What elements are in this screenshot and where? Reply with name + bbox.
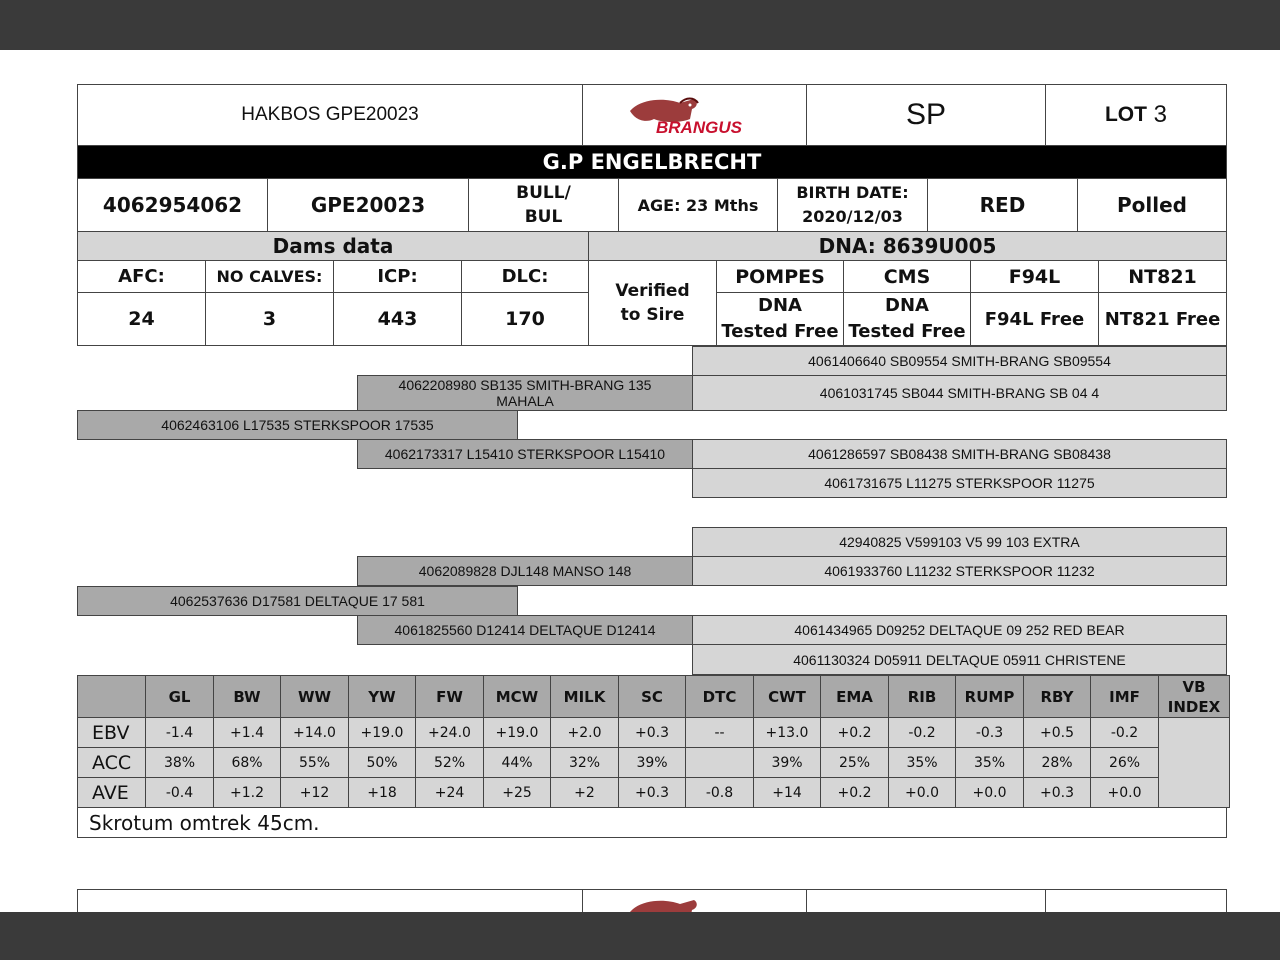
pedigree-dss: 42940825 V599103 V5 99 103 EXTRA — [692, 527, 1227, 557]
ebv-col-ww: WW — [281, 676, 349, 718]
ebv-col-sc: SC — [619, 676, 686, 718]
sex-line1: BULL/ — [516, 183, 571, 203]
ebv-cell: 28% — [1024, 748, 1091, 778]
ebv-header-corner — [78, 676, 146, 718]
viewer-bottom-bar — [0, 912, 1280, 960]
pedigree-dds: 4061434965 D09252 DELTAQUE 09 252 RED BEAR — [692, 615, 1227, 645]
ebv-cell: 50% — [349, 748, 416, 778]
dna-test-f94l-result: F94L Free — [970, 292, 1099, 346]
dna-test-f94l-name: F94L — [970, 260, 1099, 293]
ebv-cell: 25% — [821, 748, 889, 778]
dna-verified-cell — [588, 260, 717, 346]
ebv-cell: +13.0 — [754, 718, 821, 748]
dna-title: DNA: 8639U005 — [818, 234, 997, 258]
ebv-cell: +25 — [484, 778, 551, 808]
ebv-col-bw: BW — [214, 676, 281, 718]
pedigree-sdd: 4061731675 L11275 STERKSPOOR 11275 — [692, 468, 1227, 498]
ebv-cell: +0.0 — [889, 778, 956, 808]
brangus-logo-text: BRANGUS — [655, 118, 742, 137]
ebv-row-label: EBV — [78, 718, 146, 748]
dna-verified: Verified to Sire — [615, 281, 690, 325]
ebv-cell: 35% — [956, 748, 1024, 778]
birth-date: 2020/12/03 — [802, 207, 903, 226]
dna-test-cms-result: DNA Tested Free — [843, 292, 971, 346]
ebv-col-cwt: CWT — [754, 676, 821, 718]
ebv-cell: 39% — [754, 748, 821, 778]
ebv-col-imf: IMF — [1091, 676, 1159, 718]
viewer-top-bar — [0, 0, 1280, 50]
ebv-row-ebv — [78, 718, 1230, 748]
next-brangus-logo-icon — [620, 894, 770, 912]
ebv-cell: -1.4 — [146, 718, 214, 748]
dams-header-icp: ICP: — [333, 260, 462, 293]
sex-cell — [468, 178, 619, 232]
color-cell — [927, 178, 1078, 232]
ebv-cell: +14 — [754, 778, 821, 808]
ebv-cell: +1.4 — [214, 718, 281, 748]
dams-header-afc: AFC: — [77, 260, 206, 293]
note-text: Skrotum omtrek 45cm. — [89, 810, 320, 835]
ebv-cell: +24 — [416, 778, 484, 808]
dams-value-calves: 3 — [205, 292, 334, 346]
animal-name: HAKBOS GPE20023 — [241, 104, 419, 125]
pedigree-sire-dam: 4062173317 L15410 STERKSPOOR L15410 — [357, 439, 693, 469]
ebv-col-milk: MILK — [551, 676, 619, 718]
ebv-cell: +0.2 — [821, 778, 889, 808]
dna-test-nt821-result: NT821 Free — [1098, 292, 1227, 346]
ebv-cell: +19.0 — [484, 718, 551, 748]
animal-id-cell — [77, 178, 268, 232]
ebv-row-ave — [78, 778, 1230, 808]
ebv-col-mcw: MCW — [484, 676, 551, 718]
ebv-col-fw: FW — [416, 676, 484, 718]
ebv-row-label: ACC — [78, 748, 146, 778]
dams-header-calves: NO CALVES: — [205, 260, 334, 293]
age: AGE: 23 Mths — [637, 195, 759, 215]
ebv-cell: +0.5 — [1024, 718, 1091, 748]
pedigree-sire-sire: 4062208980 SB135 SMITH-BRANG 135 MAHALA — [357, 375, 693, 411]
pedigree-sss: 4061406640 SB09554 SMITH-BRANG SB09554 — [692, 346, 1227, 376]
animal-code-cell — [267, 178, 469, 232]
pedigree-dam: 4062537636 D17581 DELTAQUE 17 581 — [77, 586, 518, 616]
dams-value-afc: 24 — [77, 292, 206, 346]
grade: SP — [905, 98, 947, 131]
dna-test-pompes-name: POMPES — [716, 260, 844, 293]
dna-test-nt821-name: NT821 — [1098, 260, 1227, 293]
ebv-cell: 32% — [551, 748, 619, 778]
next-card-logo-cell — [582, 889, 807, 912]
ebv-cell: -- — [686, 718, 754, 748]
breeder-bar — [77, 145, 1227, 179]
ebv-cell: +0.3 — [619, 718, 686, 748]
ebv-index-cell — [1159, 718, 1230, 808]
ebv-table — [77, 675, 1230, 808]
dna-test-cms-name: CMS — [843, 260, 971, 293]
dna-test-pompes-result: DNA Tested Free — [716, 292, 844, 346]
ebv-cell: +19.0 — [349, 718, 416, 748]
ebv-col-rump: RUMP — [956, 676, 1024, 718]
dams-title: Dams data — [272, 234, 394, 258]
dams-value-icp: 443 — [333, 292, 462, 346]
ebv-cell: 35% — [889, 748, 956, 778]
pedigree-dsd: 4061933760 L11232 STERKSPOOR 11232 — [692, 556, 1227, 586]
animal-horn: Polled — [1117, 193, 1187, 217]
ebv-cell: +0.3 — [619, 778, 686, 808]
ebv-cell: +2.0 — [551, 718, 619, 748]
ebv-cell: 55% — [281, 748, 349, 778]
ebv-header-row — [78, 676, 1230, 718]
lot-number: 3 — [1153, 101, 1168, 128]
ebv-cell: +1.2 — [214, 778, 281, 808]
ebv-row-label: AVE — [78, 778, 146, 808]
ebv-cell — [686, 748, 754, 778]
ebv-cell: +0.0 — [1091, 778, 1159, 808]
ebv-cell: -0.4 — [146, 778, 214, 808]
pedigree-ssd: 4061031745 SB044 SMITH-BRANG SB 04 4 — [692, 375, 1227, 411]
ebv-cell: +12 — [281, 778, 349, 808]
pedigree-sds: 4061286597 SB08438 SMITH-BRANG SB08438 — [692, 439, 1227, 469]
ebv-cell: 68% — [214, 748, 281, 778]
ebv-cell: -0.8 — [686, 778, 754, 808]
pedigree-ddd: 4061130324 D05911 DELTAQUE 05911 CHRISTENE — [692, 644, 1227, 675]
next-card-grade-cell — [806, 889, 1046, 912]
ebv-cell: 52% — [416, 748, 484, 778]
horn-cell — [1077, 178, 1227, 232]
ebv-col-ema: EMA — [821, 676, 889, 718]
dna-title-cell — [588, 231, 1227, 261]
ebv-cell: +2 — [551, 778, 619, 808]
next-card-name-cell — [77, 889, 583, 912]
next-card-lot-cell — [1045, 889, 1227, 912]
pedigree-dam-dam: 4061825560 D12414 DELTAQUE D12414 — [357, 615, 693, 645]
ebv-cell: +0.0 — [956, 778, 1024, 808]
ebv-col-yw: YW — [349, 676, 416, 718]
ebv-cell: -0.2 — [1091, 718, 1159, 748]
animal-color: RED — [979, 193, 1026, 217]
note-cell — [77, 807, 1227, 838]
ebv-col-dtc: DTC — [686, 676, 754, 718]
ebv-cell: -0.3 — [956, 718, 1024, 748]
animal-name-cell — [77, 84, 583, 146]
ebv-cell: -0.2 — [889, 718, 956, 748]
ebv-col-index: VB INDEX — [1159, 676, 1230, 718]
lot-document — [0, 50, 1280, 912]
brangus-logo-icon — [620, 93, 770, 137]
pedigree-sire: 4062463106 L17535 STERKSPOOR 17535 — [77, 410, 518, 440]
animal-id: 4062954062 — [102, 193, 243, 217]
lot-label: LOT — [1104, 103, 1147, 126]
birth-date-cell — [777, 178, 928, 232]
birth-label: BIRTH DATE: — [796, 183, 909, 202]
ebv-col-rby: RBY — [1024, 676, 1091, 718]
ebv-cell: 39% — [619, 748, 686, 778]
ebv-cell: +0.2 — [821, 718, 889, 748]
grade-cell — [806, 84, 1046, 146]
ebv-cell: +24.0 — [416, 718, 484, 748]
pedigree-dam-sire: 4062089828 DJL148 MANSO 148 — [357, 556, 693, 586]
animal-code: GPE20023 — [310, 193, 426, 217]
dams-header-dlc: DLC: — [461, 260, 589, 293]
lot-cell — [1045, 84, 1227, 146]
ebv-col-gl: GL — [146, 676, 214, 718]
ebv-cell: 38% — [146, 748, 214, 778]
ebv-cell: +14.0 — [281, 718, 349, 748]
sex-line2: BUL — [524, 207, 563, 227]
age-cell — [618, 178, 778, 232]
ebv-cell: 26% — [1091, 748, 1159, 778]
ebv-col-rib: RIB — [889, 676, 956, 718]
dams-title-cell — [77, 231, 589, 261]
logo-cell — [582, 84, 807, 146]
ebv-cell: +0.3 — [1024, 778, 1091, 808]
breeder-name: G.P ENGELBRECHT — [542, 150, 762, 174]
ebv-cell: +18 — [349, 778, 416, 808]
ebv-cell: 44% — [484, 748, 551, 778]
dams-value-dlc: 170 — [461, 292, 589, 346]
ebv-row-acc — [78, 748, 1230, 778]
